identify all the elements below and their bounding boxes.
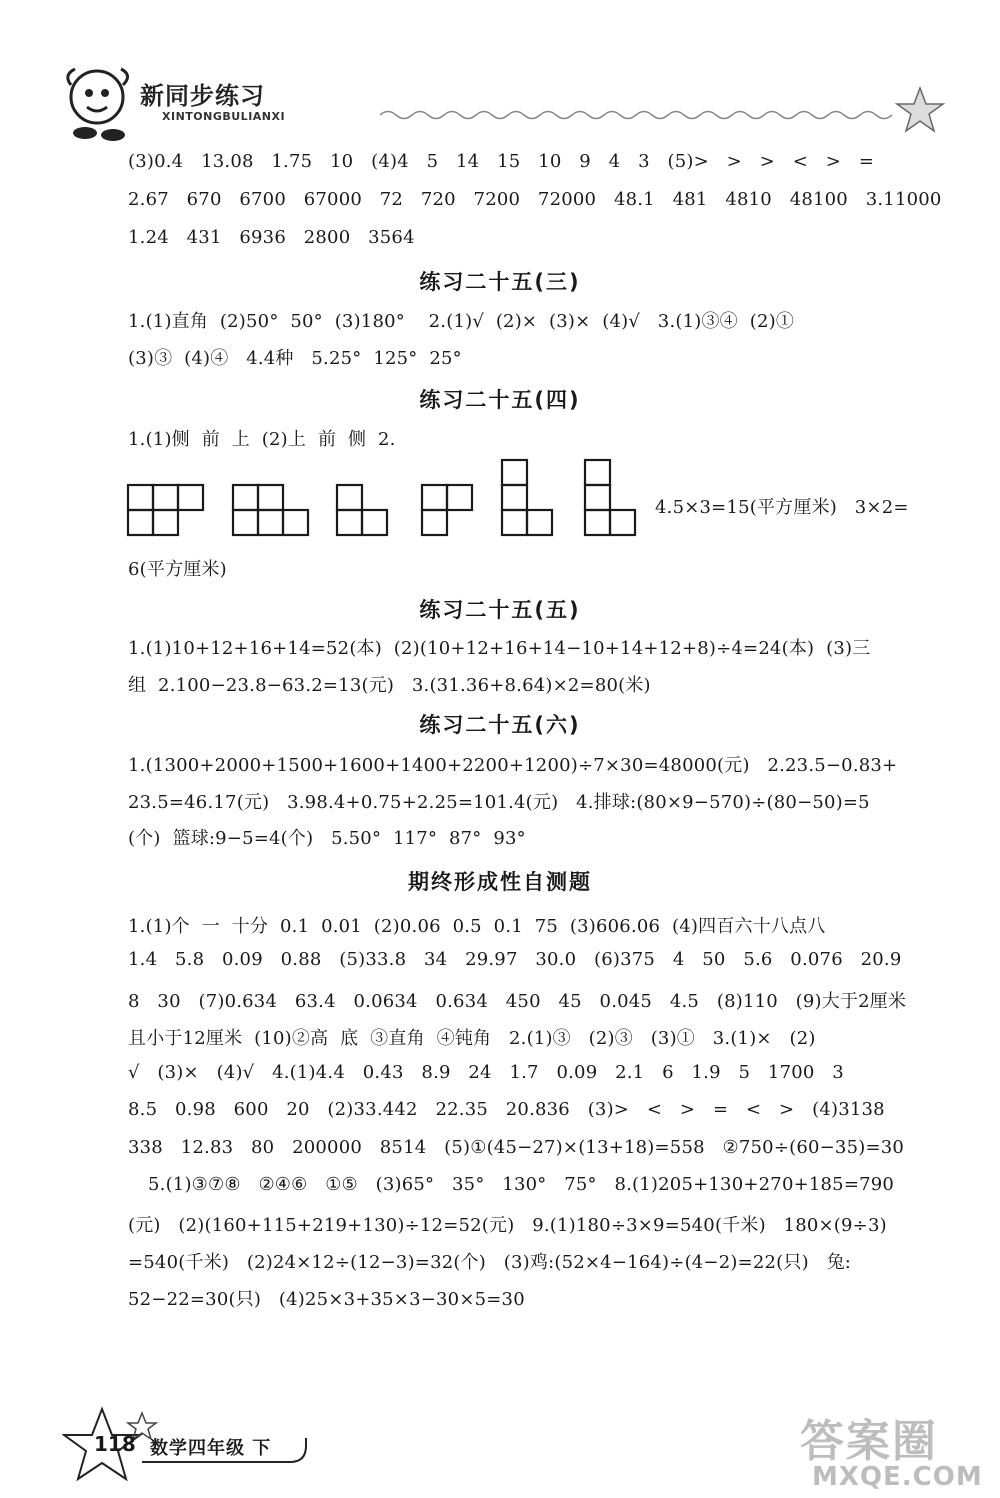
answer-line: 1.(1)10+12+16+14=52(本) (2)(10+12+16+14−10+14+12+8)÷4=24(本) (3)三	[128, 638, 871, 659]
answer-line: (3)0.4 13.08 1.75 10 (4)4 5 14 15 10 9 4 3 (5)> > > < > =	[128, 151, 875, 172]
view-figure	[337, 485, 387, 535]
view-figure	[233, 485, 308, 535]
section-title: 练习二十五(三)	[419, 270, 581, 294]
answer-line: 1.(1)个 一 十分 0.1 0.01 (2)0.06 0.5 0.1 75 (3)606.06 (4)四百六十八点八	[128, 916, 826, 937]
answer-line: 1.4 5.8 0.09 0.88 (5)33.8 34 29.97 30.0 (6)375 4 50 5.6 0.076 20.9	[128, 949, 902, 970]
answer-line: 23.5=46.17(元) 3.98.4+0.75+2.25=101.4(元) 4.排球:(80×9−570)÷(80−50)=5	[128, 792, 870, 813]
section-title: 期终形成性自测题	[408, 870, 592, 894]
answer-line: √ (3)× (4)√ 4.(1)4.4 0.43 8.9 24 1.7 0.09 2.1 6 1.9 5 1700 3	[128, 1062, 844, 1083]
star-icon	[895, 85, 945, 135]
answer-line: 5.(1)③⑦⑧ ②④⑥ ①⑤ (3)65° 35° 130° 75° 8.(1)205+130+270+185=790	[148, 1174, 895, 1195]
answer-line: 1.(1)侧 前 上 (2)上 前 侧 2.	[128, 429, 396, 450]
view-figure	[128, 485, 203, 535]
answer-line: 338 12.83 80 200000 8514 (5)①(45−27)×(13+18)=558 ②750÷(60−35)=30	[128, 1137, 905, 1158]
answer-line: 4.5×3=15(平方厘米) 3×2=	[655, 497, 909, 518]
answer-line: 且小于12厘米 (10)②高 底 ③直角 ④钝角 2.(1)③ (2)③ (3)① 3.(1)× (2)	[128, 1028, 816, 1049]
answer-line: 组 2.100−23.8−63.2=13(元) 3.(31.36+8.64)×2=80(米)	[128, 675, 651, 696]
answer-line: 2.67 670 6700 67000 72 720 7200 72000 48.1 481 4810 48100 3.11000	[128, 189, 942, 210]
wavy-divider	[380, 108, 900, 122]
answer-line: 52−22=30(只) (4)25×3+35×3−30×5=30	[128, 1289, 525, 1310]
answer-line: 8 30 (7)0.634 63.4 0.0634 0.634 450 45 0.045 4.5 (8)110 (9)大于2厘米	[128, 991, 907, 1012]
watermark-logo-text: 答案圈	[800, 1416, 938, 1467]
answer-line: (3)③ (4)④ 4.4种 5.25° 125° 25°	[128, 348, 462, 369]
page-number: 118	[94, 1432, 136, 1456]
view-drawings	[125, 455, 645, 539]
mascot-icon	[55, 55, 145, 145]
answer-line: 8.5 0.98 600 20 (2)33.442 22.35 20.836 (3)> < > = < > (4)3138	[128, 1099, 885, 1120]
answer-line: (个) 篮球:9−5=4(个) 5.50° 117° 87° 93°	[128, 828, 526, 849]
section-title: 练习二十五(四)	[419, 388, 581, 412]
section-title: 练习二十五(五)	[419, 598, 581, 622]
answer-line: (元) (2)(160+115+219+130)÷12=52(元) 9.(1)180÷3×9=540(千米) 180×(9÷3)	[128, 1215, 887, 1236]
view-figure	[585, 460, 635, 535]
book-label: 数学四年级 下	[150, 1438, 272, 1459]
view-figure	[422, 485, 472, 535]
brand-title: 新同步练习	[140, 82, 265, 110]
answer-line: 1.(1)直角 (2)50° 50° (3)180° 2.(1)√ (2)× (3)× (4)√ 3.(1)③④ (2)①	[128, 311, 795, 332]
view-figure	[502, 460, 552, 535]
answer-line: 1.24 431 6936 2800 3564	[128, 227, 415, 248]
brand-subtitle: XINTONGBULIANXI	[162, 110, 286, 123]
answer-line: 6(平方厘米)	[128, 559, 227, 580]
section-title: 练习二十五(六)	[419, 713, 581, 737]
answer-line: =540(千米) (2)24×12÷(12−3)=32(个) (3)鸡:(52×4−164)÷(4−2)=22(只) 兔:	[128, 1252, 852, 1273]
watermark-url: MXQE.COM	[812, 1462, 983, 1492]
answer-line: 1.(1300+2000+1500+1600+1400+2200+1200)÷7×30=48000(元) 2.23.5−0.83+	[128, 755, 898, 776]
